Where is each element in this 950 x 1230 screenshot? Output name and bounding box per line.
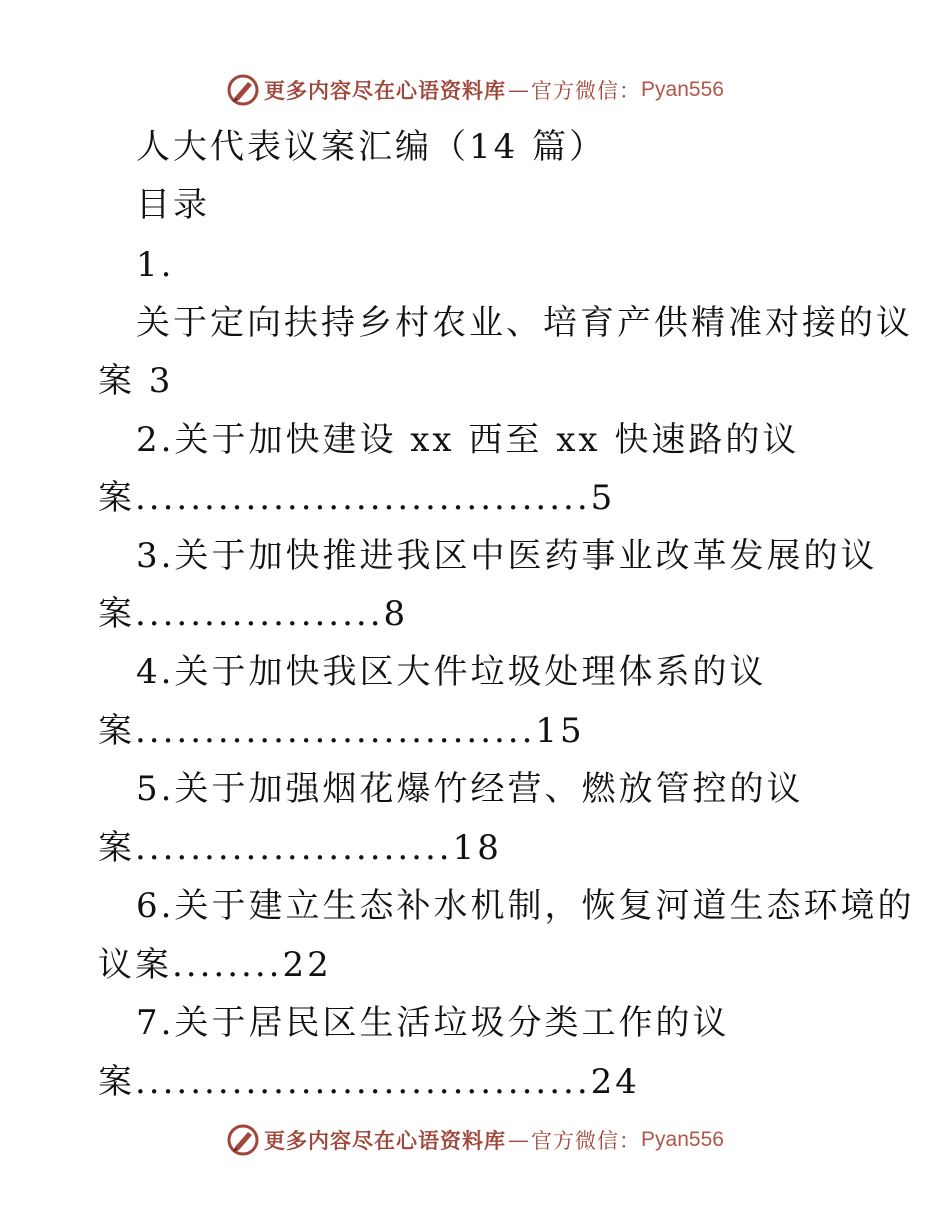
toc-entry-5-page: 案.......................18 [98,828,502,868]
toc-entry-4-title: 4.关于加快我区大件垃圾处理体系的议 [136,652,767,692]
toc-entry-2-title: 2.关于加快建设 xx 西至 xx 快速路的议 [136,420,800,460]
watermark-wechat-label: 官方微信： [531,1129,642,1153]
watermark-wechat-label: 官方微信： [531,79,642,103]
watermark-separator: — [508,78,530,102]
toc-entry-5-title: 5.关于加强烟花爆竹经营、燃放管控的议 [136,769,804,809]
toc-entry-6-page: 议案........22 [98,945,332,985]
toc-entry-6-title: 6.关于建立生态补水机制，恢复河道生态环境的 [136,886,915,926]
watermark-banner-bottom [0,1120,950,1160]
pen-logo-icon [226,1123,260,1157]
toc-entry-1-title: 关于定向扶持乡村农业、培育产供精准对接的议 [136,303,913,343]
toc-entry-3-title: 3.关于加快推进我区中医药事业改革发展的议 [136,536,878,576]
toc-entry-7-title: 7.关于居民区生活垃圾分类工作的议 [136,1003,730,1043]
watermark-text: 更多内容尽在心语资料库 [264,78,507,103]
toc-entry-1-number: 1. [136,245,175,285]
watermark-account: Pyan556 [641,78,724,101]
document-title: 人大代表议案汇编（14 篇） [136,127,607,167]
toc-entry-7-page: 案.................................24 [98,1062,640,1102]
watermark-account: Pyan556 [641,1128,724,1151]
toc-heading: 目录 [136,185,210,225]
watermark-text: 更多内容尽在心语资料库 [264,1128,507,1153]
toc-entry-4-page: 案.............................15 [98,711,585,751]
watermark-separator: — [508,1128,530,1152]
toc-entry-2-page: 案.................................5 [98,478,616,518]
toc-entry-1-page: 案 3 [98,361,174,401]
toc-entry-3-page: 案..................8 [98,594,409,634]
